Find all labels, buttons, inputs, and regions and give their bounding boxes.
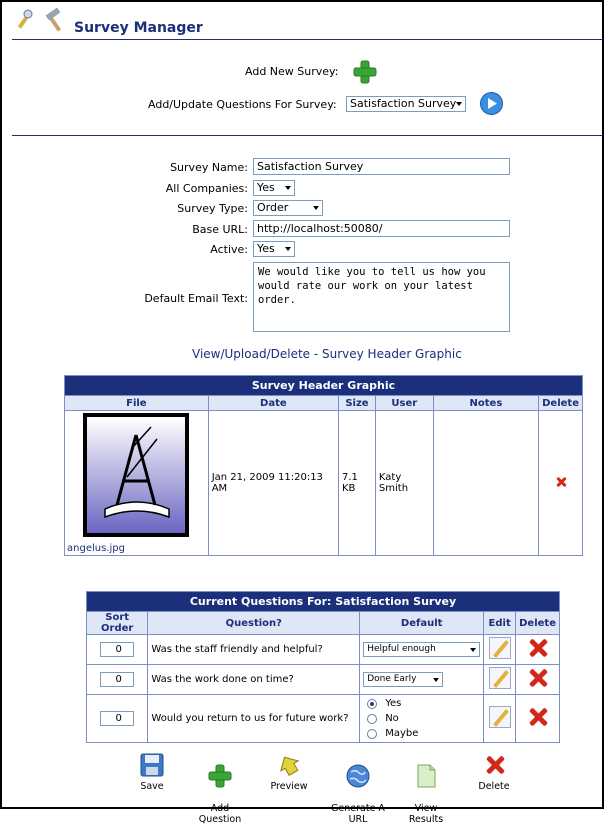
save-button[interactable]: Save [122, 752, 182, 792]
header-graphic-thumbnail[interactable] [83, 413, 189, 537]
all-companies-select[interactable]: Yes [253, 180, 295, 196]
add-plus-icon [207, 763, 233, 789]
radio-option-maybe[interactable]: Maybe [363, 726, 480, 741]
view-results-button[interactable]: View Results [396, 752, 456, 836]
size-cell: 7.1 KB [338, 411, 375, 556]
questions-table-title: Current Questions For: Satisfaction Survey [87, 592, 560, 612]
question-text: Was the work done on time? [148, 665, 360, 695]
delete-question-icon[interactable] [527, 667, 549, 689]
active-label: Active: [210, 243, 248, 256]
default-select[interactable]: Helpful enough [363, 642, 480, 657]
save-icon [139, 752, 165, 778]
default-email-textarea[interactable]: We would like you to tell us how you would rate our work on your latest order. [253, 262, 510, 332]
header-graphic-link[interactable]: View/Upload/Delete - Survey Header Graphic [192, 347, 462, 361]
col-delete: Delete [516, 612, 560, 635]
questions-table [86, 591, 560, 743]
page-title: Survey Manager [74, 20, 203, 36]
preview-icon [276, 752, 302, 778]
file-cell [65, 411, 209, 556]
radio[interactable] [367, 714, 377, 724]
chevron-down-icon [470, 648, 476, 652]
default-email-label: Default Email Text: [144, 292, 248, 305]
radio[interactable] [367, 729, 377, 739]
chevron-down-icon [433, 678, 439, 682]
base-url-label: Base URL: [192, 223, 248, 236]
add-survey-plus-icon[interactable] [352, 59, 378, 85]
date-cell: Jan 21, 2009 11:20:13 AM [208, 411, 338, 556]
radio-selected[interactable] [367, 699, 377, 709]
default-radio-group [360, 695, 484, 743]
file-link[interactable]: angelus.jpg [67, 543, 125, 554]
chevron-down-icon [313, 206, 319, 210]
radio-option-no[interactable]: No [363, 711, 480, 726]
survey-name-input[interactable]: Satisfaction Survey [253, 158, 510, 175]
delete-icon [481, 752, 507, 778]
header-graphic-table [64, 375, 583, 556]
col-default: Default [360, 612, 484, 635]
table-row [87, 695, 560, 743]
table-row [87, 665, 560, 695]
add-update-label: Add/Update Questions For Survey: [148, 98, 337, 111]
survey-type-label: Survey Type: [177, 202, 248, 215]
chevron-down-icon [285, 186, 291, 190]
active-select[interactable]: Yes [253, 241, 295, 257]
add-question-button[interactable]: Add Question [190, 752, 250, 836]
chevron-down-icon [285, 247, 291, 251]
col-size: Size [338, 396, 375, 411]
chevron-down-icon [456, 102, 462, 106]
table-row [87, 635, 560, 665]
preview-button[interactable]: Preview [259, 752, 319, 792]
user-cell: Katy Smith [375, 411, 433, 556]
header-divider [12, 39, 602, 40]
col-file: File [65, 396, 209, 411]
col-edit: Edit [484, 612, 516, 635]
globe-icon [345, 763, 371, 789]
section-divider [12, 135, 602, 136]
sort-order-input[interactable]: 0 [100, 642, 134, 657]
delete-button[interactable]: Delete [464, 752, 524, 792]
question-text: Was the staff friendly and helpful? [148, 635, 360, 665]
all-companies-label: All Companies: [165, 182, 248, 195]
col-notes: Notes [433, 396, 538, 411]
col-user: User [375, 396, 433, 411]
edit-question-icon[interactable] [489, 706, 511, 728]
notes-cell [433, 411, 538, 556]
survey-name-label: Survey Name: [170, 161, 248, 174]
survey-type-select[interactable]: Order [253, 200, 323, 216]
base-url-input[interactable]: http://localhost:50080/ [253, 220, 510, 237]
graphic-table-title: Survey Header Graphic [65, 376, 583, 396]
radio-option-yes[interactable]: Yes [363, 696, 480, 711]
survey-select[interactable]: Satisfaction Survey [346, 96, 466, 112]
col-date: Date [208, 396, 338, 411]
tools-icon [12, 8, 38, 34]
edit-question-icon[interactable] [489, 667, 511, 689]
sort-order-input[interactable]: 0 [100, 672, 134, 687]
go-arrow-icon[interactable] [479, 91, 504, 116]
delete-question-icon[interactable] [527, 637, 549, 659]
delete-cell [539, 411, 583, 556]
generate-url-button[interactable]: Generate A URL [328, 752, 388, 836]
sort-order-input[interactable]: 0 [100, 711, 134, 726]
col-sort-order: Sort Order [87, 612, 148, 635]
col-question: Question? [148, 612, 360, 635]
add-new-survey-label: Add New Survey: [245, 65, 339, 78]
col-delete: Delete [539, 396, 583, 411]
document-icon [413, 763, 439, 789]
delete-graphic-icon[interactable] [555, 476, 567, 488]
default-select[interactable]: Done Early [363, 672, 443, 687]
hammer-icon [42, 8, 68, 34]
table-row [65, 411, 583, 556]
question-text: Would you return to us for future work? [148, 695, 360, 743]
delete-question-icon[interactable] [527, 706, 549, 728]
edit-question-icon[interactable] [489, 637, 511, 659]
